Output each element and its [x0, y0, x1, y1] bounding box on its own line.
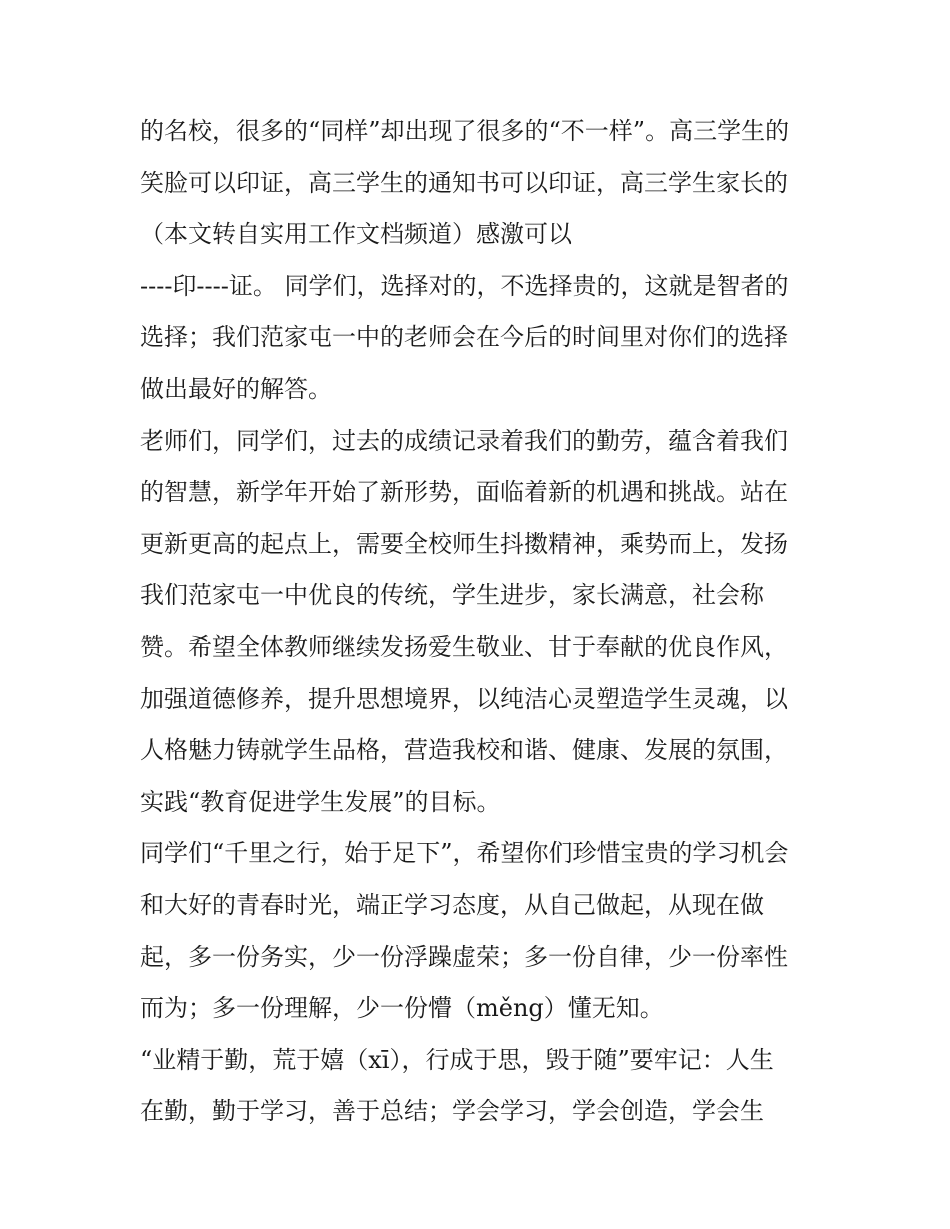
text-line: 的名校，很多的“同样”却出现了很多的“不一样”。高三学生的 — [140, 117, 790, 145]
text-line: 的智慧，新学年开始了新形势，面临着新的机遇和挑战。站在 — [140, 478, 788, 507]
text-line: 在勤，勤于学习，善于总结；学会学习，学会创造，学会生 — [140, 1097, 764, 1126]
text-line: 更新更高的起点上，需要全校师生抖擞精神，乘势而上，发扬 — [140, 529, 788, 558]
text-line: 起，多一份务实，少一份浮躁虚荣；多一份自律，少一份率性 — [140, 942, 788, 971]
text-line: 同学们“千里之行，始于足下”，希望你们珍惜宝贵的学习机会 — [140, 839, 789, 868]
text-line: 而为；多一份理解，少一份懵（měng）懂无知。 — [140, 994, 664, 1023]
text-line: ----印----证。 同学们，选择对的，不选择贵的，这就是智者的 — [140, 271, 789, 300]
text-line: 赞。希望全体教师继续发扬爱生敬业、甘于奉献的优良作风， — [140, 632, 788, 661]
document-body — [140, 106, 820, 1138]
text-line: 和大好的青春时光，端正学习态度，从自己做起，从现在做 — [140, 890, 764, 919]
text-line: 笑脸可以印证，高三学生的通知书可以印证，高三学生家长的 — [140, 168, 788, 197]
text-line: 人格魅力铸就学生品格，营造我校和谐、健康、发展的氛围， — [140, 736, 788, 765]
text-line: “业精于勤，荒于嬉（xī），行成于思，毁于随”要牢记：人生 — [140, 1045, 774, 1074]
text-line: 做出最好的解答。 — [140, 374, 332, 403]
text-line: 老师们，同学们，过去的成绩记录着我们的勤劳，蕴含着我们 — [140, 426, 788, 455]
text-line: 加强道德修养，提升思想境界，以纯洁心灵塑造学生灵魂，以 — [140, 684, 788, 713]
text-line: （本文转自实用工作文档频道）感激可以 — [140, 220, 572, 249]
text-line: 我们范家屯一中优良的传统，学生进步，家长满意，社会称 — [140, 581, 764, 610]
text-line: 实践“教育促进学生发展”的目标。 — [140, 787, 501, 816]
text-line: 选择；我们范家屯一中的老师会在今后的时间里对你们的选择 — [140, 323, 788, 352]
